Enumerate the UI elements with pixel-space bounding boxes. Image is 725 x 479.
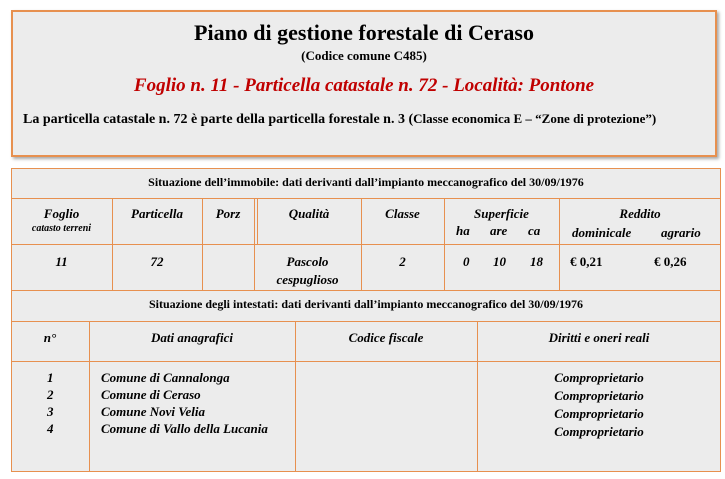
col-dati-anagrafici: Dati anagrafici: [151, 330, 233, 345]
owner-name: Comune Novi Velia: [101, 404, 206, 419]
col-superficie-ca: ca: [528, 223, 541, 238]
description-class: Classe economica E – “Zone di protezione”): [413, 111, 657, 126]
owner-rights: Comproprietario: [554, 388, 644, 403]
owners-section-title: Situazione degli intestati: dati derivanti dall’impianto meccanografico del 30/09/1976: [149, 297, 583, 311]
cell-agrario: € 0,26: [654, 254, 687, 269]
col-number: n°: [43, 330, 57, 345]
col-superficie: Superficie: [474, 206, 529, 221]
cell-classe: 2: [399, 254, 406, 269]
col-superficie-are: are: [490, 223, 508, 238]
owner-rights: Comproprietario: [554, 370, 644, 385]
col-superficie-ha: ha: [456, 223, 470, 238]
page-title: Piano di gestione forestale di Ceraso: [194, 20, 534, 45]
owner-number: 4: [47, 421, 54, 436]
cell-dominicale: € 0,21: [570, 254, 603, 269]
col-foglio-sub: catasto terreni: [31, 223, 92, 234]
cell-ca: 18: [530, 254, 543, 269]
owner-number: 1: [47, 370, 54, 385]
col-particella: Particella: [131, 206, 183, 221]
owner-rights: Comproprietario: [554, 424, 644, 439]
owner-number: 2: [47, 387, 54, 402]
table-rule: [11, 290, 721, 291]
cell-qualita-1: Pascolo: [286, 254, 329, 269]
owner-name: Comune di Vallo della Lucania: [101, 421, 268, 436]
owner-number: 3: [47, 404, 54, 419]
owner-rights: Comproprietario: [554, 406, 644, 421]
header-panel: [11, 10, 717, 157]
col-foglio: Foglio: [43, 206, 80, 221]
parcel-description: [23, 108, 703, 130]
description-main: La particella catastale n. 72 è parte della particella forestale n. 3 (: [23, 112, 414, 127]
col-codice-fiscale: Codice fiscale: [348, 330, 424, 345]
cell-foglio: 11: [55, 254, 68, 269]
table-rule: [11, 244, 721, 245]
cell-ha: 0: [463, 254, 470, 269]
col-classe: Classe: [385, 206, 420, 221]
cadastral-table: [11, 168, 721, 472]
table-rule: [11, 471, 721, 472]
property-section-title: Situazione dell’immobile: dati derivanti dall’impianto meccanografico del 30/09/1976: [148, 175, 584, 189]
cell-are: 10: [493, 254, 506, 269]
table-rule: [11, 361, 721, 362]
table-rule: [11, 321, 721, 322]
municipality-code: (Codice comune C485): [301, 48, 427, 63]
col-porz: Porz: [215, 206, 241, 221]
owner-name: Comune di Cannalonga: [101, 370, 230, 385]
cell-qualita-2: cespuglioso: [276, 272, 339, 287]
cell-particella: 72: [150, 254, 164, 269]
col-diritti: Diritti e oneri reali: [548, 330, 650, 345]
col-qualita: Qualità: [288, 206, 330, 221]
parcel-location-heading: Foglio n. 11 - Particella catastale n. 72 - Località: Pontone: [133, 75, 595, 96]
table-rule: [11, 198, 721, 199]
col-reddito: Reddito: [619, 206, 661, 221]
owner-name: Comune di Ceraso: [101, 387, 201, 402]
col-reddito-dominicale: dominicale: [572, 225, 632, 240]
table-rule: [11, 168, 721, 169]
col-reddito-agrario: agrario: [661, 225, 701, 240]
